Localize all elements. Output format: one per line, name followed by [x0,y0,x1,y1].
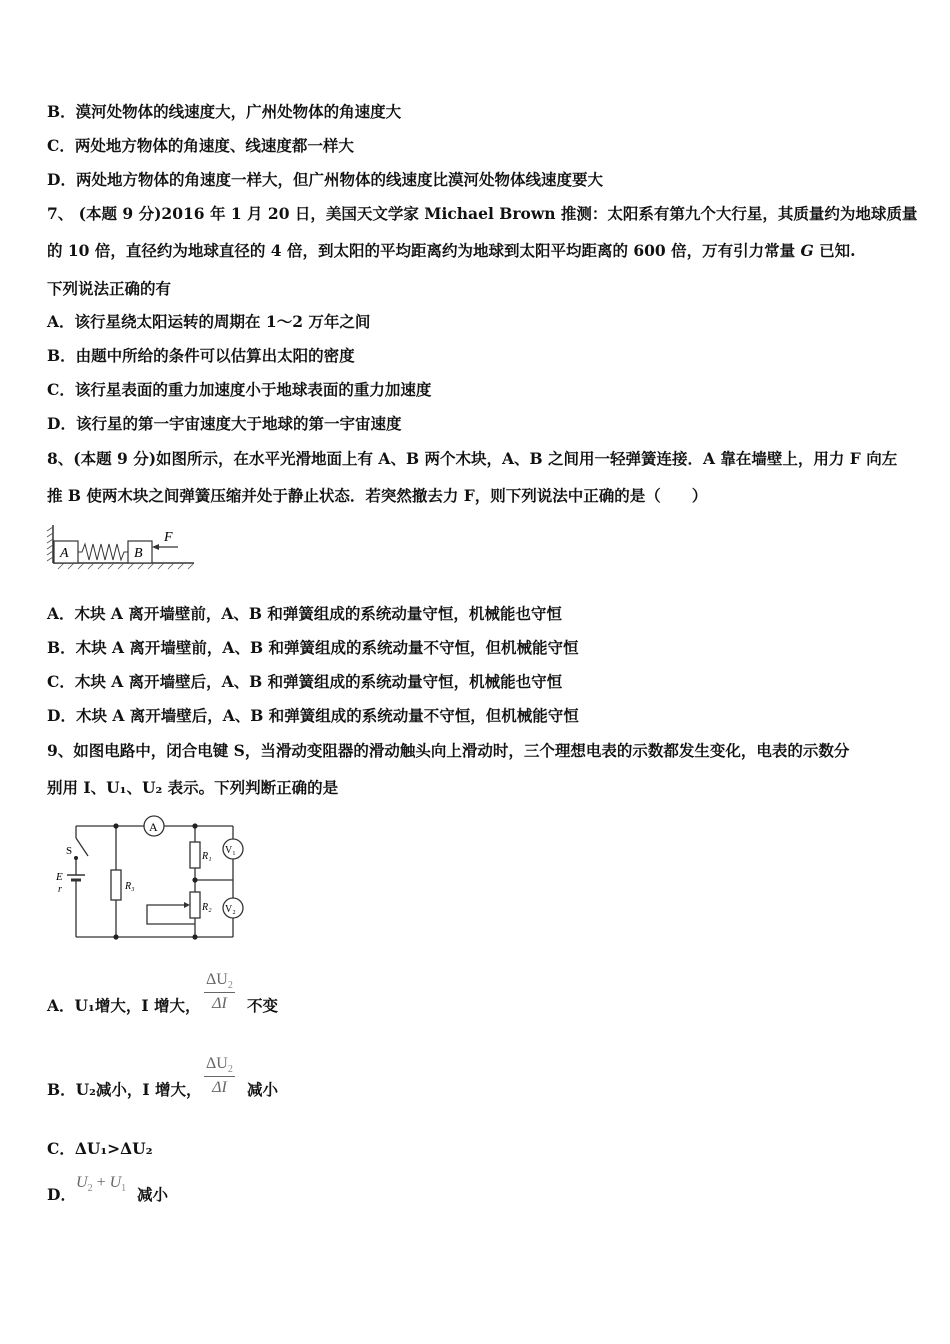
q6-option-c: C．两处地方物体的角速度、线速度都一样大 [47,136,354,155]
q9-option-b-suffix: 减小 [247,1080,279,1099]
r2-label: R₂ [202,902,212,913]
q7-option-d: D．该行星的第一宇宙速度大于地球的第一宇宙速度 [47,414,402,433]
q9-stem-line1: 9、如图电路中，闭合电键 S，当滑动变阻器的滑动触头向上滑动时，三个理想电表的示数都发生变化，电表的示数分 [47,741,850,760]
q7-stem-line1: 7、 (本题 9 分)2016 年 1 月 20 日，美国天文学家 Michael Brown 推测：太阳系有第九个大行星，其质量约为地球质量 [47,204,918,223]
q7-stem-line3: 下列说法正确的有 [47,279,172,298]
q8-option-b: B．木块 A 离开墙壁前，A、B 和弹簧组成的系统动量不守恒，但机械能守恒 [47,638,579,657]
q8-option-c: C．木块 A 离开墙壁后，A、B 和弹簧组成的系统动量守恒，机械能也守恒 [47,672,563,691]
emf-label: E [56,871,63,883]
internal-resistance-label: r [58,884,62,895]
block-a-label: A [60,546,69,561]
q7-stem-line2: 的 10 倍，直径约为地球直径的 4 倍，到太阳的平均距离约为地球到太阳平均距离的 600 倍，万有引力常量 G 已知. [47,241,856,260]
q9-option-a-fraction: $\frac{\Delta U_2}{\Delta I}$ [206,971,233,1012]
block-b-label: B [134,546,143,561]
q8-option-a: A．木块 A 离开墙壁前，A、B 和弹簧组成的系统动量守恒，机械能也守恒 [47,604,562,623]
q7-option-a: A．该行星绕太阳运转的周期在 1～2 万年之间 [47,312,371,331]
q6-option-b: B．漠河处物体的线速度大，广州处物体的角速度大 [47,102,402,121]
q9-option-a-prefix: A．U₁增大，I 增大， [47,996,201,1015]
r1-label: R₁ [202,851,212,862]
q7-option-c: C．该行星表面的重力加速度小于地球表面的重力加速度 [47,380,432,399]
spring-blocks-figure [44,519,196,571]
switch-label: S [66,845,73,857]
q9-option-c: C．ΔU₁>ΔU₂ [47,1139,153,1158]
force-label: F [164,530,173,545]
voltmeter-v2-label: V₂ [225,904,236,915]
q9-option-d-expression: $U_2 + U_1$ [76,1174,127,1194]
q8-stem-line2: 推 B 使两木块之间弹簧压缩并处于静止状态．若突然撤去力 F，则下列说法中正确的是（ ） [47,486,708,505]
q9-option-d-label: D． [47,1185,76,1204]
voltmeter-v1-label: V₁ [225,845,236,856]
q9-option-d-suffix: 减小 [137,1185,169,1204]
q6-option-d: D．两处地方物体的角速度一样大，但广州物体的线速度比漠河处物体线速度要大 [47,170,603,189]
q9-option-a-suffix: 不变 [247,996,279,1015]
q9-option-b-prefix: B．U₂减小，I 增大， [47,1080,202,1099]
q8-stem-line1: 8、(本题 9 分)如图所示，在水平光滑地面上有 A、B 两个木块，A、B 之间用一轻弹簧连接．A 靠在墙壁上，用力 F 向左 [47,449,898,468]
q9-stem-line2: 别用 I、U₁、U₂ 表示。下列判断正确的是 [47,778,339,797]
q9-option-b-fraction: $\frac{\Delta U_2}{\Delta I}$ [206,1055,233,1096]
r3-label: R₃ [125,881,135,892]
q7-option-b: B．由题中所给的条件可以估算出太阳的密度 [47,346,355,365]
ammeter-label: A [149,820,158,834]
q8-option-d: D．木块 A 离开墙壁后，A、B 和弹簧组成的系统动量不守恒，但机械能守恒 [47,706,579,725]
circuit-diagram [52,812,252,942]
spring [78,544,128,560]
